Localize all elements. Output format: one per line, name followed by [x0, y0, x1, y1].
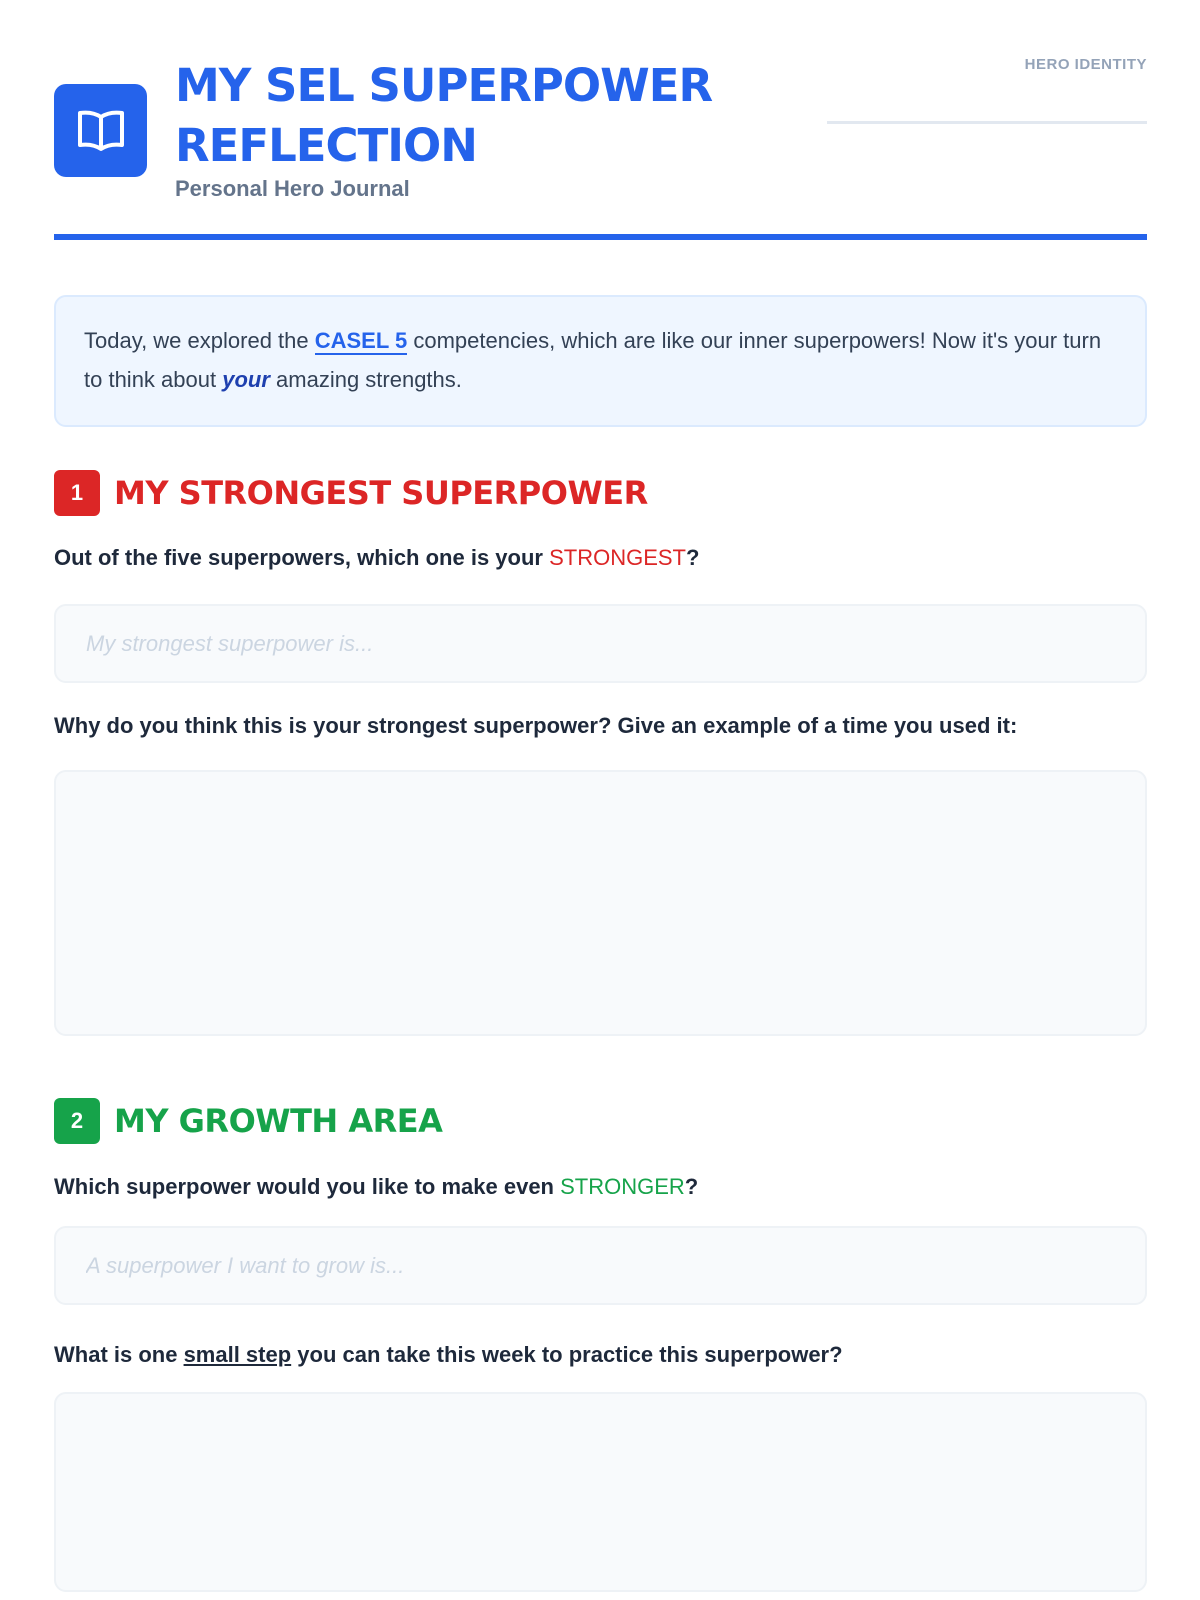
section-strongest-header: [54, 470, 648, 516]
page-subtitle: Personal Hero Journal: [175, 176, 410, 201]
question-text: What is one: [54, 1342, 184, 1367]
question-text-end: you can take this week to practice this superpower?: [291, 1342, 843, 1367]
section-title: MY STRONGEST SUPERPOWER: [114, 474, 648, 512]
worksheet-header: [54, 0, 1147, 240]
section-number-badge: 2: [54, 1098, 100, 1144]
question-keyword: STRONGER: [560, 1174, 685, 1199]
open-book-icon: [75, 107, 127, 155]
question-underlined: small step: [183, 1342, 292, 1367]
casel-link[interactable]: CASEL 5: [314, 328, 408, 353]
strongest-superpower-input[interactable]: [54, 604, 1147, 683]
intro-emphasis: your: [222, 367, 270, 392]
logo-badge: [54, 84, 147, 177]
question-growth: [54, 1174, 698, 1200]
question-small-step: [54, 1342, 843, 1368]
page-title: MY SEL SUPERPOWER REFLECTION: [175, 59, 713, 172]
question-why-strongest: Why do you think this is your strongest superpower? Give an example of a time you used it:: [54, 713, 1018, 738]
worksheet-page: [54, 0, 1147, 1367]
section-growth-header: [54, 1098, 442, 1144]
intro-text-before: Today, we explored the: [84, 328, 315, 353]
hero-identity-label: HERO IDENTITY: [1024, 56, 1147, 73]
strongest-example-textarea[interactable]: [54, 770, 1147, 1036]
section-number-badge: 1: [54, 470, 100, 516]
hero-identity-line[interactable]: [827, 121, 1147, 124]
header-divider: [54, 234, 1147, 240]
growth-superpower-input[interactable]: [54, 1226, 1147, 1305]
question-mark: ?: [685, 545, 700, 570]
intro-text-middle: competencies, which are like our inner superpowers! Now it's your turn to think about: [84, 328, 1102, 392]
question-text: Which superpower would you like to make even: [54, 1174, 561, 1199]
question-strongest: [54, 545, 699, 571]
section-title: MY GROWTH AREA: [114, 1102, 443, 1140]
small-step-textarea[interactable]: [54, 1392, 1147, 1592]
intro-callout: [54, 295, 1147, 427]
question-text: Out of the five superpowers, which one is your: [54, 545, 550, 570]
question-keyword: STRONGEST: [549, 545, 686, 570]
question-mark: ?: [684, 1174, 699, 1199]
intro-text-after: amazing strengths.: [269, 367, 462, 392]
